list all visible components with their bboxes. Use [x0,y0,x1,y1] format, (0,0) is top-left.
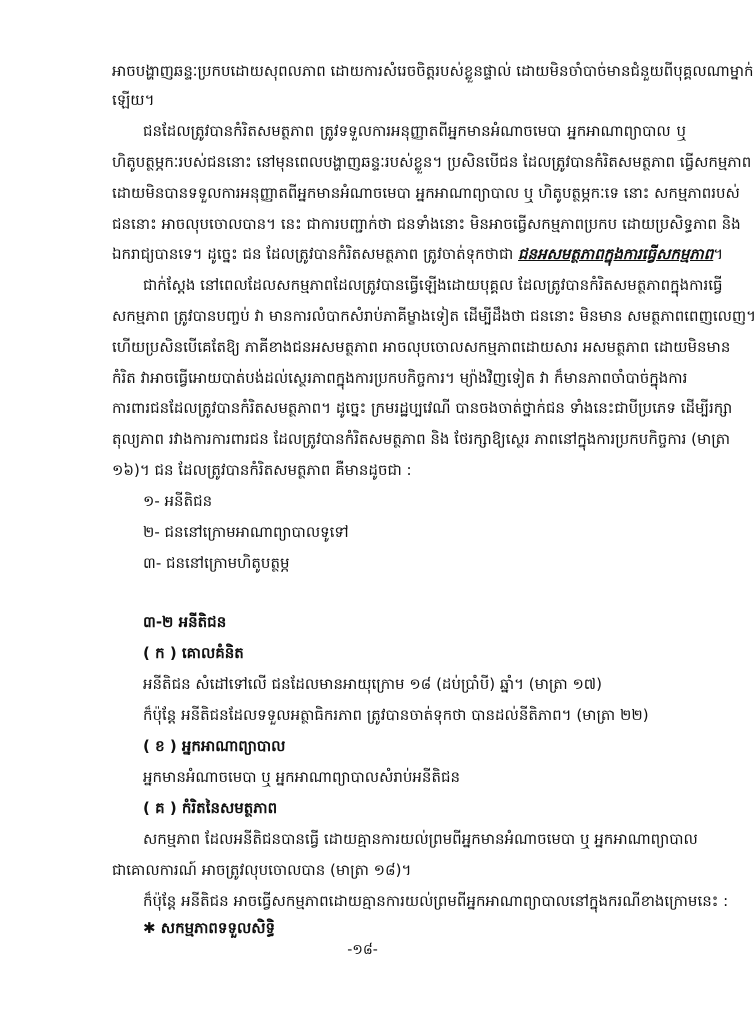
paragraph-line [112,244,724,264]
paragraph-text: ឯករាជ្យបានទេ។ ដូច្នេះ ជន ដែលត្រូវបានកំរិតសមត្ថភាព ត្រូវចាត់ទុកថាជា [112,245,519,263]
paragraph-line: ជននោះ អាចលុបចោលបាន។ នេះ ជាការបញ្ជាក់ថា ជនទាំងនោះ មិនអាចធ្វើសកម្មភាពប្រកប ដោយប្រសិទ្ធភាព និង [112,215,741,233]
emphasis-term: ជនអសមត្ថភាពក្នុងការធ្វើសកម្មភាព [518,245,714,263]
paragraph-line: អនីតិជន សំដៅទៅលើ ជនដែលមានអាយុក្រោម ១៨ (ដប់ប្រាំបី) ឆ្នាំ។ (មាត្រា ១៧) [143,675,602,693]
paragraph-line: សកម្មភាព ដែលអនីតិជនបានធ្វើ ដោយគ្មានការយល់ព្រមពីអ្នកមានអំណាចមេបា ឬ អ្នកអាណាព្យាបាល [143,830,698,848]
subsection-heading: ( ខ ) អ្នកអាណាព្យាបាល [143,737,286,755]
paragraph-line: ហើយប្រសិនបើគេតែឱ្យ ភាគីខាងជនអសមត្ថភាព អាចលុបចោលសកម្មភាពដោយសារ អសមត្ថភាព ដោយមិនមាន [112,338,731,356]
paragraph-line: តុល្យភាព រវាងការការពារជន ដែលត្រូវបានកំរិតសមត្ថភាព និង ថែរក្សាឱ្យស្ថេរ ភាពនៅក្នុងការប្រកបកិច្ចការ (មាត្រា [112,430,731,448]
paragraph-line: ជាក់ស្តែង នៅពេលដែលសកម្មភាពដែលត្រូវបានធ្វើឡើងដោយបុគ្គល ដែលត្រូវបានកំរិតសមត្ថភាពក្នុងការធ្វើ [143,276,723,294]
subsection-heading: ( ក ) គោលគំនិត [143,644,244,662]
list-item: ១- អនីតិជន [143,492,213,510]
paragraph-line: ១៦)។ ជន ដែលត្រូវបានកំរិតសមត្ថភាព គឺមានដូចជា : [112,461,412,479]
page-number: -១៨- [347,942,378,958]
section-heading: ៣-២ អនីតិជន [143,613,227,631]
paragraph-line: ការពារជនដែលត្រូវបានកំរិតសមត្ថភាព។ ដូច្នេះ ក្រមរដ្ឋប្បវេណី បានចងចាត់ថ្នាក់ជន ទាំងនេះជាបីប្រភេទ ដើម្បីរក្សា [112,399,733,417]
paragraph-line: អ្នកមានអំណាចមេបា ឬ អ្នកអាណាព្យាបាលសំរាប់អនីតិជន [143,768,461,786]
starred-heading: ✱ សកម្មភាពទទួលសិទ្ធិ [143,919,276,937]
paragraph-line: ជនដែលត្រូវបានកំរិតសមត្ថភាព ត្រូវទទួលការអនុញ្ញាតពីអ្នកមានអំណាចមេបា អ្នកអាណាព្យាបាល ឬ [143,122,686,140]
paragraph-line: ឡើយ។ [112,91,155,109]
paragraph-line: ក៏ប៉ុន្តែ អនីតិជន អាចធ្វើសកម្មភាពដោយគ្មានការយល់ព្រមពីអ្នកអាណាព្យាបាលនៅក្នុងករណីខាងក្រោមនេះ : [143,892,729,910]
list-item: ២- ជននៅក្រោមអាណាព្យាបាលទូទៅ [143,523,349,541]
paragraph-line: សកម្មភាព ត្រូវបានបញ្ចប់ វា មានការលំបាកសំរាប់ភាគីម្ខាងទៀត ដើម្បីដឹងថា ជននោះ មិនមាន សមត្ថភាពពេញលេញ។ [112,307,756,325]
paragraph-line: កំរិត វាអាចធ្វើអោយបាត់បង់ដល់ស្ថេរភាពក្នុងការប្រកបកិច្ចការ។ ម្យ៉ាងវិញទៀត វា ក៏មានភាពចាំបាច់ក្នុងការ [112,369,688,387]
paragraph-line: អាចបង្ហាញឆន្ទៈប្រកបដោយសុពលភាព ដោយការសំរេចចិត្តរបស់ខ្លួនផ្ទាល់ ដោយមិនចាំបាច់មានជំនួយពីបុគ្គលណាម្នាក់ [112,62,754,80]
paragraph-line: ហិតូបត្ថម្ភកៈរបស់ជននោះ នៅមុនពេលបង្ហាញឆន្ទៈរបស់ខ្លួន។ ប្រសិនបើជន ដែលត្រូវបានកំរិតសមត្ថភាព ធ្វើសកម្មភាព [112,153,752,171]
paragraph-text: ។ [713,245,724,263]
subsection-heading: ( គ ) កំរិតនៃសមត្ថភាព [143,799,278,817]
list-item: ៣- ជននៅក្រោមហិតូបត្ថម្ភ [143,554,290,572]
paragraph-line: ដោយមិនបានទទួលការអនុញ្ញាតពីអ្នកមានអំណាចមេបា អ្នកអាណាព្យាបាល ឬ ហិតូបត្ថម្ភកៈទេ នោះ សកម្មភាពរបស់ [112,184,740,202]
paragraph-line: ជាគោលការណ៍ អាចត្រូវលុបចោលបាន (មាត្រា ១៨)។ [112,861,412,879]
paragraph-line: ក៏ប៉ុន្តែ អនីតិជនដែលទទួលអត្ថាធិករភាព ត្រូវបានចាត់ទុកថា បានដល់នីតិភាព។ (មាត្រា ២២) [143,706,649,724]
